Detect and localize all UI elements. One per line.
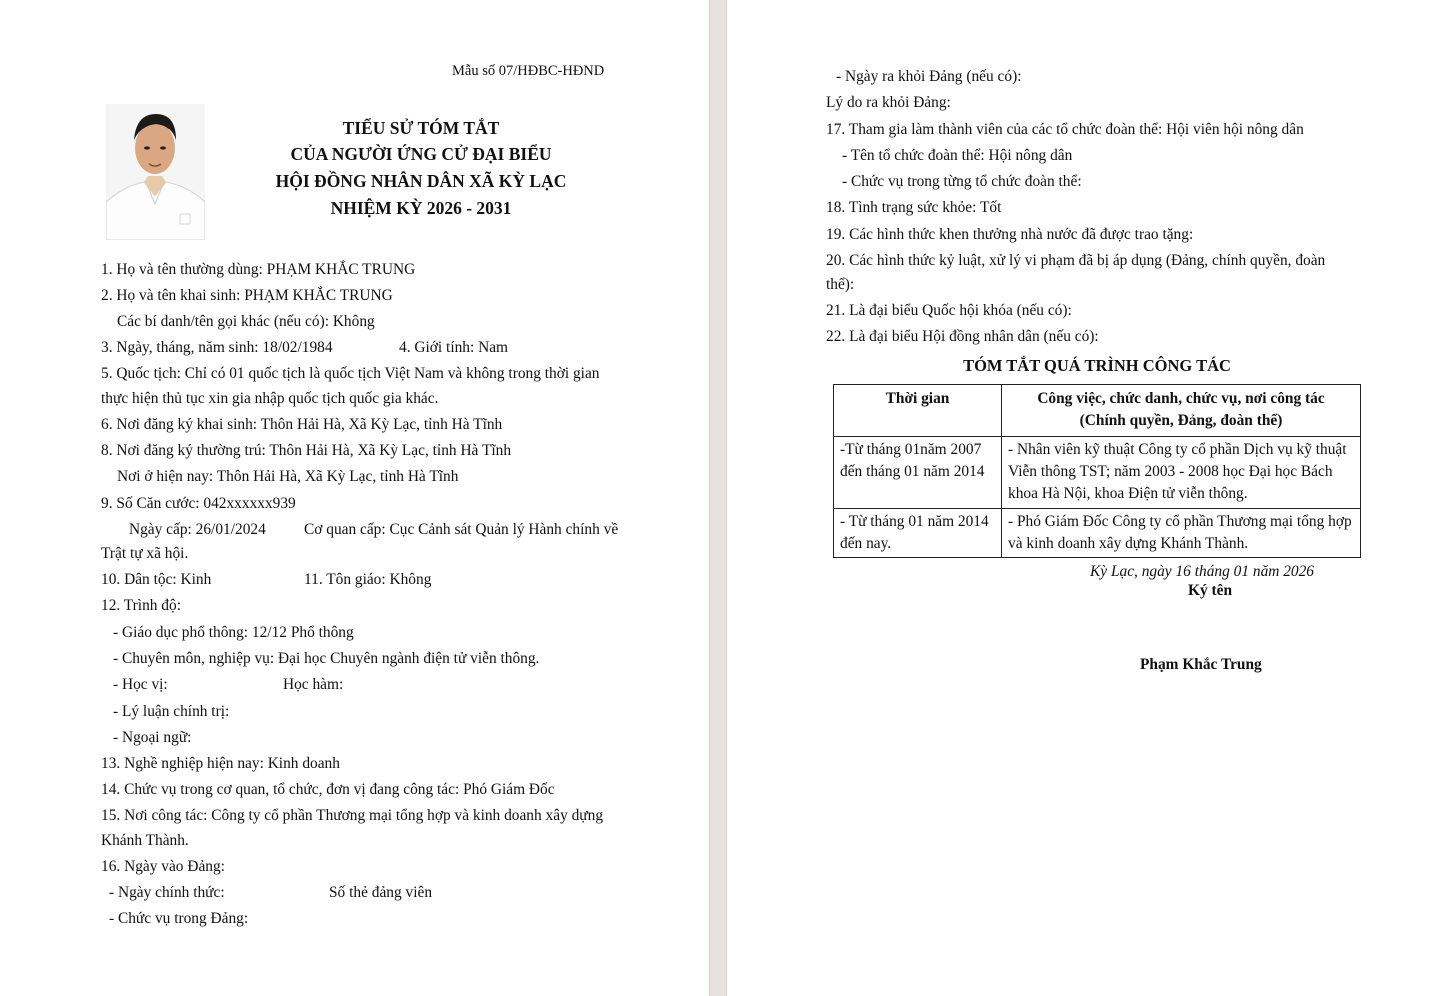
field-religion: 11. Tôn giáo: Không (304, 571, 432, 588)
field-position: 14. Chức vụ trong cơ quan, tổ chức, đơn vị đang công tác: Phó Giám Đốc (101, 781, 555, 798)
field-party-official-date: - Ngày chính thức: (109, 884, 225, 901)
title-line-4: NHIỆM KỲ 2026 - 2031 (330, 198, 512, 218)
field-education-heading: 12. Trình độ: (101, 597, 181, 614)
field-aliases: Các bí danh/tên gọi khác (nếu có): Không (117, 313, 375, 330)
field-birth-date: 3. Ngày, tháng, năm sinh: 18/02/1984 (101, 339, 333, 356)
document-page-right (727, 0, 1429, 996)
page-gutter (709, 0, 727, 996)
header-work-label: Công việc, chức danh, chức vụ, nơi công tác (1037, 390, 1325, 407)
portrait-image (106, 104, 205, 240)
table-cell-time: -Từ tháng 01năm 2007 đến tháng 01 năm 2014 (834, 436, 1002, 508)
field-workplace: 15. Nơi công tác: Công ty cổ phần Thương mại tổng hợp và kinh doanh xây dựng (101, 807, 604, 824)
title-line-2: CỦA NGƯỜI ỨNG CỬ ĐẠI BIỂU (290, 144, 552, 164)
table-header-row (834, 385, 1361, 437)
table-row (834, 508, 1361, 558)
field-party-leave-reason: Lý do ra khỏi Đảng: (826, 94, 951, 111)
field-id-issue-date: Ngày cấp: 26/01/2024 (129, 521, 266, 538)
field-common-name: 1. Họ và tên thường dùng: PHẠM KHẮC TRUNG (101, 261, 416, 278)
field-permanent-residence: 8. Nơi đăng ký thường trú: Thôn Hải Hà, Xã Kỳ Lạc, tỉnh Hà Tĩnh (101, 442, 512, 459)
field-gender: 4. Giới tính: Nam (399, 339, 509, 356)
field-current-residence: Nơi ở hiện nay: Thôn Hải Hà, Xã Kỳ Lạc, tỉnh Hà Tĩnh (117, 468, 459, 485)
header-time-label: Thời gian (885, 390, 950, 407)
signer-name: Phạm Khắc Trung (1140, 656, 1262, 673)
field-ethnicity: 10. Dân tộc: Kinh (101, 571, 212, 588)
document-page-left (0, 0, 709, 996)
title-line-3: HỘI ĐỒNG NHÂN DÂN XÃ KỲ LẠC (275, 171, 567, 191)
table-cell-work: - Nhân viên kỹ thuật Công ty cổ phần Dịch vụ kỹ thuật Viễn thông TST; năm 2003 - 2008 học Đại học Bách khoa Hà Nội, khoa Điện tử viễn thông. (1002, 436, 1361, 508)
signature-date: Kỳ Lạc, ngày 16 tháng 01 năm 2026 (1090, 563, 1315, 580)
table-cell-time: - Từ tháng 01 năm 2014 đến nay. (834, 508, 1002, 558)
field-occupation: 13. Nghề nghiệp hiện nay: Kinh doanh (101, 755, 340, 772)
table-header-time (834, 385, 1002, 437)
field-workplace-cont: Khánh Thành. (101, 832, 189, 849)
field-professional: - Chuyên môn, nghiệp vụ: Đại học Chuyên ngành điện tử viễn thông. (113, 650, 540, 667)
field-birth-name: 2. Họ và tên khai sinh: PHẠM KHẮC TRUNG (101, 287, 393, 304)
field-awards: 19. Các hình thức khen thưởng nhà nước đã được trao tặng: (826, 226, 1194, 243)
field-party-join-date: 16. Ngày vào Đảng: (101, 858, 225, 875)
table-cell-work: - Phó Giám Đốc Công ty cổ phần Thương mại tổng hợp và kinh doanh xây dựng Khánh Thành. (1002, 508, 1361, 558)
field-general-education: - Giáo dục phổ thông: 12/12 Phổ thông (113, 624, 354, 641)
table-header-work (1002, 385, 1361, 437)
field-health: 18. Tình trạng sức khỏe: Tốt (826, 199, 1002, 216)
field-foreign-language: - Ngoại ngữ: (113, 729, 192, 746)
field-degree: - Học vị: (113, 676, 168, 693)
field-party-card: Số thẻ đảng viên (329, 884, 433, 901)
candidate-photo (106, 104, 205, 240)
field-political-theory: - Lý luận chính trị: (113, 703, 230, 720)
title-line-1: TIỂU SỬ TÓM TẮT (342, 118, 500, 138)
field-party-position: - Chức vụ trong Đảng: (109, 910, 249, 927)
header-work-sublabel: (Chính quyền, Đảng, đoàn thể) (1079, 412, 1283, 430)
field-party-leave-date: - Ngày ra khỏi Đảng (nếu có): (836, 68, 1022, 85)
field-organization-name: - Tên tổ chức đoàn thể: Hội nông dân (842, 147, 1073, 164)
table-row (834, 436, 1361, 508)
field-id-issuer: Cơ quan cấp: Cục Cảnh sát Quản lý Hành chính về (304, 521, 619, 538)
field-organization-position: - Chức vụ trong từng tổ chức đoàn thể: (842, 173, 1082, 190)
field-nationality: 5. Quốc tịch: Chỉ có 01 quốc tịch là quốc tịch Việt Nam và không trong thời gian (101, 365, 600, 382)
field-discipline-cont: thể): (826, 276, 855, 293)
field-id-number: 9. Số Căn cước: 042xxxxxx939 (101, 495, 296, 512)
section-title: TÓM TẮT QUÁ TRÌNH CÔNG TÁC (963, 356, 1231, 375)
form-code: Mẫu số 07/HĐBC-HĐND (452, 63, 605, 79)
field-national-assembly: 21. Là đại biểu Quốc hội khóa (nếu có): (826, 302, 1072, 319)
field-nationality-cont: thực hiện thủ tục xin gia nhập quốc tịch quốc gia khác. (101, 390, 439, 407)
field-academic-title: Học hàm: (283, 676, 344, 693)
field-peoples-council: 22. Là đại biểu Hội đồng nhân dân (nếu có): (826, 328, 1099, 345)
signature-label: Ký tên (1187, 582, 1233, 599)
field-discipline: 20. Các hình thức kỷ luật, xử lý vi phạm đã bị áp dụng (Đảng, chính quyền, đoàn (826, 252, 1326, 269)
field-organizations: 17. Tham gia làm thành viên của các tổ chức đoàn thể: Hội viên hội nông dân (826, 121, 1304, 138)
work-history-table (833, 384, 1361, 558)
field-birth-registration: 6. Nơi đăng ký khai sinh: Thôn Hải Hà, Xã Kỳ Lạc, tỉnh Hà Tĩnh (101, 416, 503, 433)
field-id-issuer-cont: Trật tự xã hội. (101, 545, 189, 562)
